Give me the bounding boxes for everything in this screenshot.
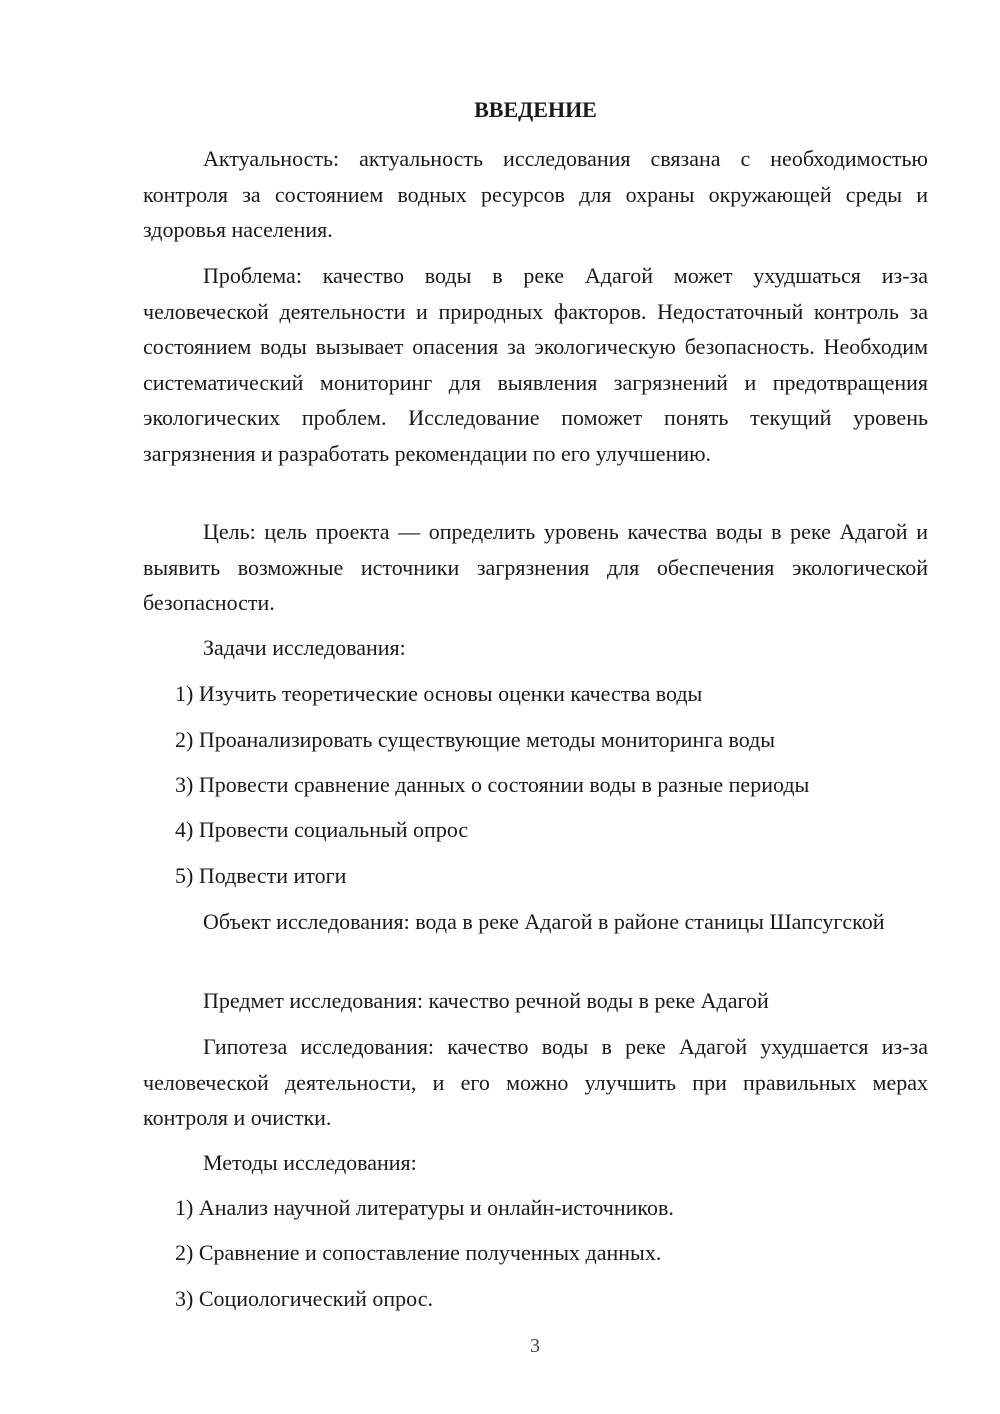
task-item: 4) Провести социальный опрос [175,817,469,842]
task-item: 2) Проанализировать существующие методы мониторинга воды [175,727,776,752]
methods-heading: Методы исследования: [203,1150,417,1175]
subject-paragraph: Предмет исследования: качество речной воды в реке Адагой [203,988,769,1013]
page-number: 3 [530,1335,540,1357]
task-item: 5) Подвести итоги [175,863,347,888]
section-title: ВВЕДЕНИЕ [474,97,597,122]
method-item: 2) Сравнение и сопоставление полученных данных. [175,1240,662,1265]
hypothesis-paragraph: Гипотеза исследования: качество воды в реке Адагой ухудшается из-за человеческой деятельности, и его можно улучшить при правильных мерах контроля и очистки. [143,1034,928,1130]
task-item: 1) Изучить теоретические основы оценки качества воды [175,681,703,706]
relevance-paragraph: Актуальность: актуальность исследования связана с необходимостью контроля за состоянием водных ресурсов для охраны окружающей среды и здоровья населения. [143,146,928,242]
object-paragraph: Объект исследования: вода в реке Адагой в районе станицы Шапсугской [203,909,885,934]
problem-paragraph: Проблема: качество воды в реке Адагой может ухудшаться из-за человеческой деятельности и природных факторов. Недостаточный контроль за состоянием воды вызывает опасения за экологическую безопасность. Необходим систематический мониторинг для выявления загрязнений и предотвращения экологических проблем. Исследование поможет понять текущий уровень загрязнения и разработать рекомендации по его улучшению. [143,263,928,466]
method-item: 3) Социологический опрос. [175,1286,433,1311]
tasks-heading: Задачи исследования: [203,635,406,660]
method-item: 1) Анализ научной литературы и онлайн-источников. [175,1195,674,1220]
goal-paragraph: Цель: цель проекта — определить уровень качества воды в реке Адагой и выявить возможные источники загрязнения для обеспечения экологической безопасности. [143,519,928,615]
task-item: 3) Провести сравнение данных о состоянии воды в разные периоды [175,772,810,797]
